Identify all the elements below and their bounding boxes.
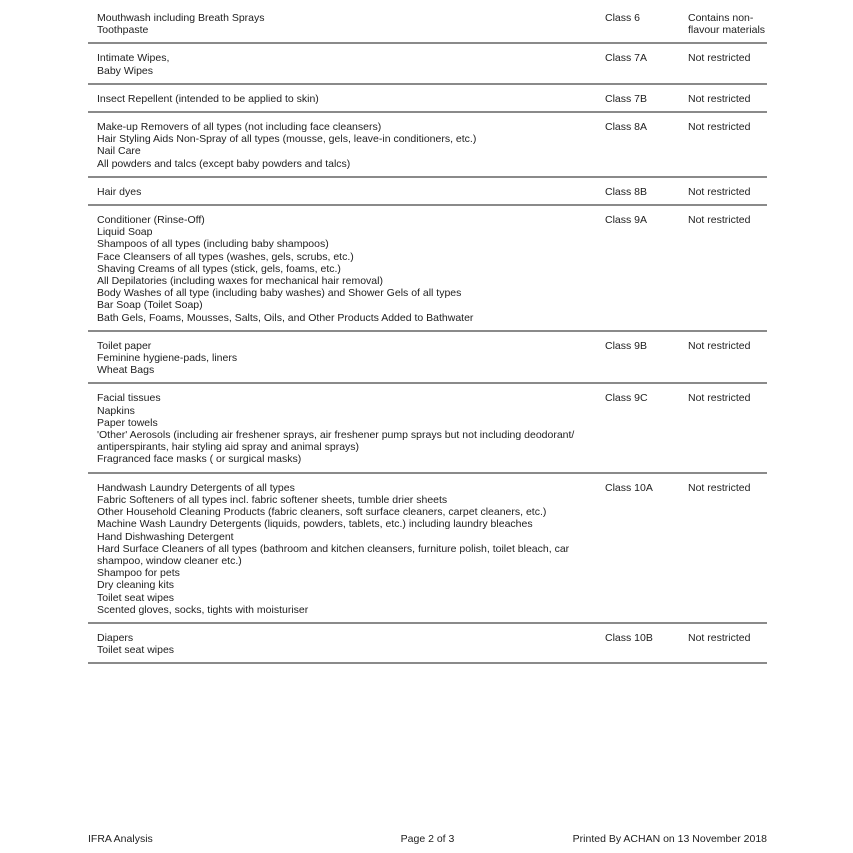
status-cell: Not restricted [688,631,751,644]
product-line: Fabric Softeners of all types incl. fabric softener sheets, tumble drier sheets [97,493,448,506]
product-line: Scented gloves, socks, tights with moisturiser [97,603,309,616]
product-line: All Depilatories (including waxes for mechanical hair removal) [97,275,383,288]
product-list-cell [97,214,605,324]
product-line: Toothpaste [97,24,149,37]
product-line: Machine Wash Laundry Detergents (liquids, powders, tablets, etc.) including laundry bleaches [97,518,533,531]
status-cell: Not restricted [688,52,751,65]
product-class-table [88,4,767,664]
product-list-cell [97,121,605,170]
product-line: Toilet paper [97,339,152,352]
product-list-cell [97,392,605,465]
footer-printed-by: Printed By ACHAN on 13 November 2018 [572,833,767,845]
footer-doc-title: IFRA Analysis [88,833,153,845]
product-line: Hand Dishwashing Detergent [97,530,234,543]
product-line: Intimate Wipes, [97,52,170,65]
product-line: Make-up Removers of all types (not including face cleansers) [97,121,382,134]
product-list-cell [97,482,605,616]
table-row [88,206,767,332]
product-line: Shampoos of all types (including baby shampoos) [97,238,329,251]
product-list-cell [97,632,605,656]
product-line: shampoo, window cleaner etc.) [97,554,242,567]
table-row [88,85,767,113]
product-list-cell [97,93,605,105]
product-line: Fragranced face masks ( or surgical masks) [97,453,302,466]
product-line: All powders and talcs (except baby powders and talcs) [97,157,351,170]
product-line: Insect Repellent (intended to be applied to skin) [97,92,319,105]
product-line: Toilet seat wipes [97,644,175,657]
product-line: Bath Gels, Foams, Mousses, Salts, Oils, and Other Products Added to Bathwater [97,311,474,324]
class-cell: Class 10B [605,631,653,644]
class-cell: Class 9A [605,214,648,227]
table-row [88,4,767,44]
status-cell: Not restricted [688,339,751,352]
status-cell: Not restricted [688,92,751,105]
class-cell: Class 9B [605,339,648,352]
page-footer [88,833,767,845]
class-cell: Class 9C [605,392,648,405]
product-line: Handwash Laundry Detergents of all types [97,481,295,494]
table-row [88,332,767,385]
product-line: Feminine hygiene-pads, liners [97,352,238,365]
class-cell: Class 8A [605,121,648,134]
product-line: Other Household Cleaning Products (fabric cleaners, soft surface cleaners, carpet cleaners, etc.) [97,506,547,519]
product-line: Bar Soap (Toilet Soap) [97,299,203,312]
product-line: Toilet seat wipes [97,591,175,604]
product-line: Shaving Creams of all types (stick, gels, foams, etc.) [97,262,341,275]
table-row [88,474,767,624]
table-row [88,384,767,473]
product-list-cell [97,186,605,198]
product-line: Mouthwash including Breath Sprays [97,12,265,24]
product-line: Face Cleansers of all types (washes, gels, scrubs, etc.) [97,250,354,263]
product-line: Diapers [97,631,134,644]
product-line: Baby Wipes [97,64,154,77]
class-cell: Class 8B [605,185,648,198]
product-line: Liquid Soap [97,226,153,239]
product-line: Facial tissues [97,392,161,405]
class-cell: Class 10A [605,481,653,494]
status-cell: Not restricted [688,392,751,405]
table-row [88,113,767,178]
product-line: Hair dyes [97,185,142,198]
product-line: Wheat Bags [97,364,155,377]
status-cell: Not restricted [688,481,751,494]
product-line: Hard Surface Cleaners of all types (bathroom and kitchen cleansers, furniture polish, toilet bleach, car [97,542,570,555]
product-list-cell [97,12,605,36]
footer-page-number: Page 2 of 3 [400,833,455,845]
class-cell: Class 7B [605,92,648,105]
product-line: antiperspirants, hair styling aid spray and animal sprays) [97,441,360,454]
product-line: Hair Styling Aids Non-Spray of all types (mousse, gels, leave-in conditioners, etc.) [97,133,477,146]
product-list-cell [97,52,605,76]
product-line: Nail Care [97,145,141,158]
status-cell: Not restricted [688,121,751,134]
class-cell: Class 6 [605,12,641,24]
table-row [88,44,767,84]
product-line: Body Washes of all type (including baby washes) and Shower Gels of all types [97,287,462,300]
class-cell: Class 7A [605,52,648,65]
table-row [88,624,767,664]
product-line: Dry cleaning kits [97,579,175,592]
product-line: Napkins [97,404,135,417]
product-line: Conditioner (Rinse-Off) [97,214,205,227]
product-line: Shampoo for pets [97,567,180,580]
product-line: 'Other' Aerosols (including air freshener sprays, air freshener pump sprays but not including deodorant/ [97,429,575,442]
status-cell: Contains non-flavour materials [688,12,766,37]
product-list-cell [97,340,605,377]
status-cell: Not restricted [688,214,751,227]
status-cell: Not restricted [688,185,751,198]
product-line: Paper towels [97,416,158,429]
table-row [88,178,767,206]
